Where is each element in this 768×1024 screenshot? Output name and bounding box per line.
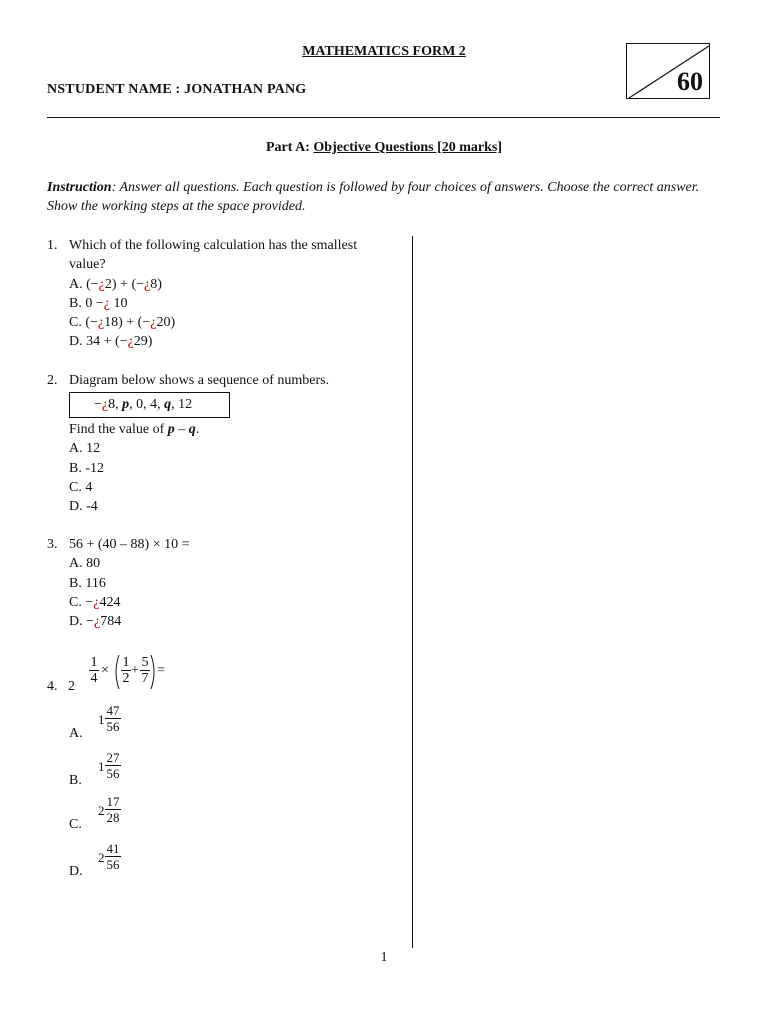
question-text: Diagram below shows a sequence of numbers. (69, 373, 330, 388)
times-sign: × (101, 663, 109, 678)
question-number: 2. (47, 373, 58, 388)
question-text: 56 + (40 – 88) × 10 = (69, 537, 190, 552)
score-value: 60 (677, 67, 703, 96)
option-a: A. 12 (69, 441, 101, 457)
column-divider (412, 236, 413, 948)
option-b: B. -12 (69, 460, 104, 476)
question-number: 3. (47, 537, 58, 552)
part-title: Objective Questions [20 marks] (313, 140, 503, 155)
part-label: Part A: (265, 140, 310, 155)
question-4-lead: 2 (68, 679, 75, 694)
student-name: NSTUDENT NAME : JONATHAN PANG (47, 82, 307, 97)
instruction (47, 178, 727, 216)
question-4-number: 4. 2 (47, 679, 75, 694)
sequence-box: −¿8, p, 0, 4, q, 12 (69, 392, 230, 418)
question-text: value? (69, 257, 106, 273)
option-c: C. (−¿18) + (−¿20) (69, 315, 176, 331)
plus-sign: + (131, 663, 139, 678)
option-a: A. 1 $\frac{47}{56}$ (69, 703, 120, 741)
question-2-rest (69, 420, 399, 516)
option-b: B. 1 $\frac{27}{56}$ (69, 750, 120, 788)
equals-sign: = (157, 663, 165, 678)
option-d: D. 34 + (−¿29) (69, 334, 153, 350)
question-text: Which of the following calculation has the smallest (69, 238, 358, 253)
option-d: D. −¿784 (69, 614, 122, 630)
page-number: 1 (380, 950, 388, 965)
find-value-text: Find the value of p – q. (69, 422, 200, 437)
option-c: C. −¿424 (69, 594, 121, 610)
fraction: $\frac{1}{2}$ (122, 655, 130, 686)
question-4-expression (89, 652, 189, 692)
option-a: A. 80 (69, 556, 101, 572)
score-box (626, 43, 710, 99)
option-d: D. -4 (69, 499, 98, 515)
instruction-label: Instruction (47, 180, 112, 195)
question-number: 1. (47, 238, 58, 253)
option-c: C. 2 $\frac{17}{28}$ (69, 794, 120, 832)
option-a: A. (−¿2) + (−¿8) (69, 276, 162, 292)
option-d: D. 2 $\frac{41}{56}$ (69, 841, 120, 879)
instruction-text: : Answer all questions. Each question is followed by four choices of answers. Choose the correct answer. Show the working steps at the space provided. (47, 180, 700, 214)
header-divider (47, 117, 720, 118)
fraction: $\frac{5}{7}$ (141, 655, 149, 686)
part-heading (0, 140, 768, 156)
fraction: $\frac{1}{4}$ (90, 655, 98, 686)
option-b: B. 0 −¿ 10 (69, 295, 128, 311)
option-b: B. 116 (69, 575, 106, 591)
option-c: C. 4 (69, 479, 93, 495)
document-title: MATHEMATICS FORM 2 (302, 44, 466, 59)
